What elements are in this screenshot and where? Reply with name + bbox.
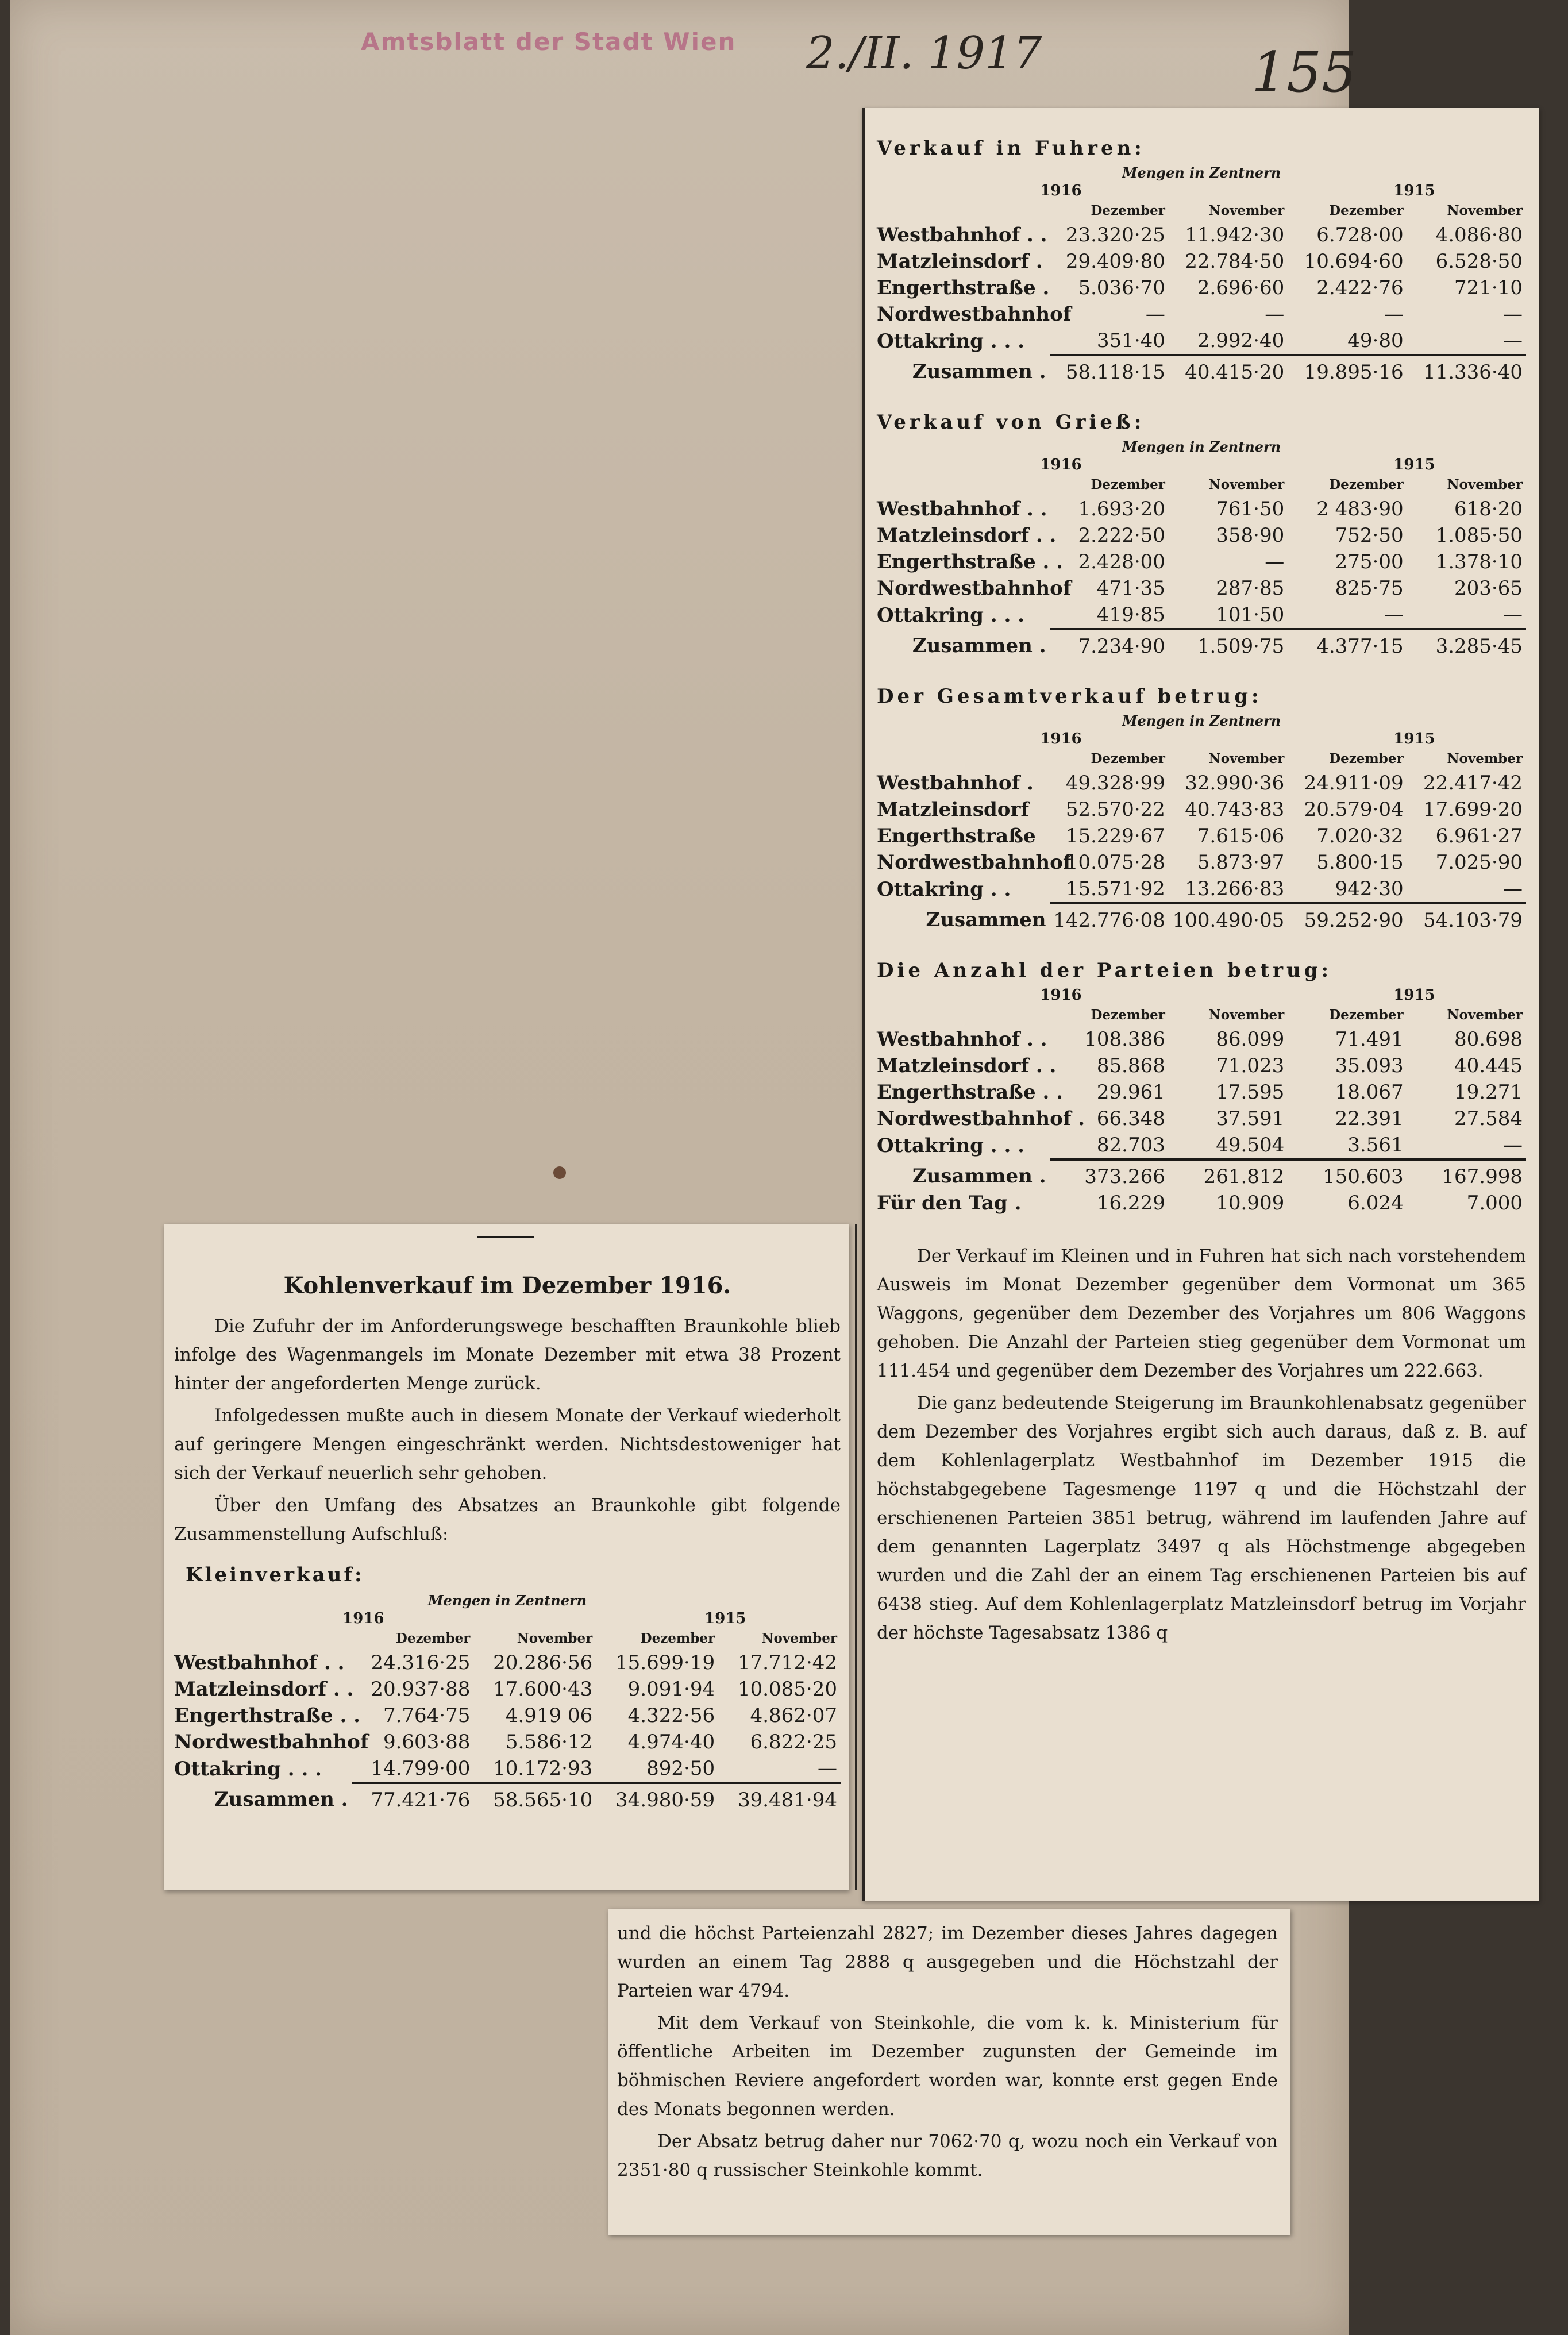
- column-header: November: [1208, 477, 1285, 492]
- column-header: November: [1447, 477, 1523, 492]
- cell-value: —: [1503, 329, 1523, 352]
- cell-value: 35.093: [1335, 1054, 1404, 1077]
- fuhren-section: [877, 137, 1526, 386]
- cell-value: 49.328·99: [1065, 772, 1165, 795]
- cell-value: 15.571·92: [1065, 877, 1165, 900]
- fuhren-title: Verkauf in Fuhren:: [877, 137, 1145, 160]
- cell-value: 10.085·20: [737, 1678, 837, 1701]
- kleinverkauf-title: Kleinverkauf:: [186, 1563, 364, 1586]
- cell-value: 9.091·94: [627, 1678, 715, 1701]
- table-row: [877, 1053, 1526, 1079]
- column-header: November: [1447, 203, 1523, 218]
- cell-value: 4.974·40: [627, 1731, 715, 1754]
- cell-value: 49·80: [1347, 329, 1404, 352]
- cell-value: 1.509·75: [1169, 629, 1288, 660]
- column-header: Dezember: [1091, 477, 1165, 492]
- article-title: Kohlenverkauf im Dezember 1916.: [283, 1272, 731, 1299]
- cell-value: 59.252·90: [1288, 903, 1407, 934]
- column-header: Dezember: [1329, 1007, 1404, 1023]
- cell-value: 373.266: [1050, 1159, 1169, 1190]
- units-label: Mengen in Zentnern: [1122, 438, 1281, 455]
- cell-value: 351·40: [1096, 329, 1165, 352]
- table-row: [877, 549, 1526, 575]
- column-header: Dezember: [1091, 751, 1165, 766]
- cell-value: 77.421·76: [352, 1783, 474, 1813]
- right-paragraph-1: Der Verkauf im Kleinen und in Fuhren hat sich nach vorstehendem Ausweis im Monat Dezember gegenüber dem Vormonat um 365 Waggons, gegenüber dem Dezember des Vorjahres um 806 Waggons gehoben. Die Anzahl der Parteien stieg gegenüber dem Vormonat um 111.454 und gegenüber dem Dezember des Vorjahres um 222.663.: [877, 1246, 1526, 1381]
- cell-value: —: [1145, 303, 1165, 326]
- header-spacer: [877, 1005, 1050, 1026]
- table-row: [877, 876, 1526, 903]
- cell-value: 54.103·79: [1407, 903, 1526, 934]
- gesamt-title: Der Gesamtverkauf betrug:: [877, 685, 1262, 708]
- cell-value: 40.743·83: [1185, 798, 1285, 821]
- cell-value: 5.800·15: [1316, 851, 1404, 874]
- table-row: [174, 1650, 841, 1676]
- year-1915: 1915: [1393, 456, 1435, 473]
- row-label: Engerthstraße . .: [877, 1081, 1063, 1104]
- parteien-title: Die Anzahl der Parteien betrug:: [877, 959, 1332, 982]
- cell-value: 1.085·50: [1435, 524, 1523, 547]
- stain-mark: [553, 1166, 566, 1179]
- cell-value: 22.784·50: [1185, 250, 1285, 273]
- column-header: November: [1208, 203, 1285, 218]
- cell-value: 6.961·27: [1435, 824, 1523, 847]
- cell-value: 24.316·25: [371, 1651, 471, 1674]
- right-clipping: [862, 108, 1539, 1901]
- cell-value: 22.391: [1335, 1107, 1404, 1130]
- cell-value: 11.942·30: [1185, 224, 1285, 246]
- cell-value: 40.415·20: [1169, 355, 1288, 386]
- cell-value: 142.776·08: [1050, 903, 1169, 934]
- parteien-table: [877, 1005, 1526, 1216]
- cell-value: 71.023: [1216, 1054, 1285, 1077]
- cell-value: 101·50: [1216, 603, 1285, 626]
- cell-value: 86.099: [1216, 1028, 1285, 1051]
- cell-value: 10.075·28: [1065, 851, 1165, 874]
- column-header: Dezember: [1091, 203, 1165, 218]
- cell-value: —: [1265, 550, 1285, 573]
- header-spacer: [174, 1628, 352, 1650]
- row-label: Matzleinsdorf . .: [877, 524, 1057, 547]
- cell-value: 17.712·42: [737, 1651, 837, 1674]
- cell-value: 14.799·00: [371, 1757, 471, 1780]
- parteien-section: [877, 959, 1526, 1216]
- cell-value: 20.286·56: [493, 1651, 593, 1674]
- table-row: [174, 1729, 841, 1755]
- cell-value: 2.428·00: [1078, 550, 1165, 573]
- cell-value: 7.025·90: [1435, 851, 1523, 874]
- cell-value: 40.445: [1454, 1054, 1523, 1077]
- table-row: [877, 770, 1526, 796]
- column-header: Dezember: [1329, 203, 1404, 218]
- total-row: [877, 355, 1526, 386]
- cell-value: 49.504: [1216, 1134, 1285, 1157]
- column-header: Dezember: [395, 1631, 471, 1646]
- cell-value: 618·20: [1454, 498, 1523, 521]
- bottom-paragraph-3: Der Absatz betrug daher nur 7062·70 q, wozu noch ein Verkauf von 2351·80 q russischer Steinkohle kommt.: [617, 2131, 1278, 2180]
- row-label: Westbahnhof . .: [877, 498, 1047, 521]
- cell-value: 752·50: [1335, 524, 1404, 547]
- row-label: Ottakring . . .: [877, 604, 1024, 627]
- cell-value: 29.961: [1096, 1081, 1165, 1104]
- units-label: Mengen in Zentnern: [427, 1592, 587, 1609]
- cell-value: —: [1265, 303, 1285, 326]
- cell-value: 19.895·16: [1288, 355, 1407, 386]
- row-label: Nordwestbahnhof: [877, 577, 1072, 600]
- year-1916: 1916: [1040, 730, 1082, 747]
- row-label: Nordwestbahnhof: [877, 303, 1072, 326]
- column-header: Dezember: [640, 1631, 715, 1646]
- cell-value: 2.422·76: [1316, 276, 1404, 299]
- cell-value: 2 483·90: [1316, 498, 1404, 521]
- cell-value: 34.980·59: [596, 1783, 718, 1813]
- cell-value: 10.694·60: [1304, 250, 1404, 273]
- table-row: [877, 823, 1526, 849]
- column-divider: [855, 1224, 857, 1890]
- cell-value: 13.266·83: [1185, 877, 1285, 900]
- cell-value: 203·65: [1454, 577, 1523, 600]
- cell-value: 29.409·80: [1065, 250, 1165, 273]
- cell-value: 4.862·07: [750, 1704, 837, 1727]
- left-paragraph-2: Infolgedessen mußte auch in diesem Monate der Verkauf wiederholt auf geringere Mengen eingeschränkt werden. Nichtsdestoweniger hat sich der Verkauf neuerlich sehr gehoben.: [174, 1405, 841, 1484]
- row-label: Westbahnhof . .: [174, 1651, 345, 1674]
- cell-value: 17.595: [1216, 1081, 1285, 1104]
- column-header: November: [1208, 751, 1285, 766]
- griess-section: [877, 411, 1526, 660]
- cell-value: 22.417·42: [1423, 772, 1523, 795]
- table-row: [877, 1079, 1526, 1105]
- cell-value: 150.603: [1288, 1159, 1407, 1190]
- year-row: [877, 456, 1526, 473]
- column-header: Dezember: [1091, 1007, 1165, 1023]
- row-label: Matzleinsdorf . .: [877, 1054, 1057, 1077]
- cell-value: 5.036·70: [1078, 276, 1165, 299]
- cell-value: 721·10: [1454, 276, 1523, 299]
- cell-value: 4.322·56: [627, 1704, 715, 1727]
- cell-value: 7.764·75: [383, 1704, 471, 1727]
- cell-value: 825·75: [1335, 577, 1404, 600]
- table-row: [877, 496, 1526, 522]
- cell-value: 80.698: [1454, 1028, 1523, 1051]
- cell-value: 275·00: [1335, 550, 1404, 573]
- table-header-row: [877, 1005, 1526, 1026]
- cell-value: 6.728·00: [1316, 224, 1404, 246]
- row-label: Ottakring . . .: [877, 330, 1024, 353]
- cell-value: 18.067: [1335, 1081, 1404, 1104]
- cell-value: 5.586·12: [505, 1731, 593, 1754]
- cell-value: 17.699·20: [1423, 798, 1523, 821]
- cell-value: 85.868: [1096, 1054, 1165, 1077]
- cell-value: 2.222·50: [1078, 524, 1165, 547]
- cell-value: 71.491: [1335, 1028, 1404, 1051]
- table-header-row: [877, 201, 1526, 222]
- cell-value: 4.086·80: [1435, 224, 1523, 246]
- row-label: Westbahnhof . .: [877, 224, 1047, 246]
- row-label: Nordwestbahnhof: [877, 851, 1072, 874]
- cell-value: 39.481·94: [718, 1783, 841, 1813]
- table-row: [877, 849, 1526, 876]
- handwritten-page-number: 155: [1251, 40, 1357, 105]
- right-paragraph-2: Die ganz bedeutende Steigerung im Braunkohlenabsatz gegenüber dem Dezember des Vorjahres ergibt sich auch daraus, daß z. B. auf dem Kohlenlagerplatz Westbahnhof im Dezember 1915 die höchstabgegebene Tagesmenge 1197 q und die Höchstzahl der erschienenen Parteien 3851 betrug, während im laufenden Jahre auf dem genannten Lagerplatz 3497 q als Höchstmenge abgegeben wurden und die Zahl der an einem Tag erschienenen Parteien bis auf 6438 stieg. Auf dem Kohlenlagerplatz Matzleinsdorf betrug im Vorjahr der höchste Tagesabsatz 1386 q: [877, 1393, 1526, 1643]
- title-rule: [477, 1236, 534, 1238]
- table-row: [877, 301, 1526, 327]
- cell-value: 16.229: [1096, 1192, 1165, 1215]
- cell-value: 7.615·06: [1197, 824, 1285, 847]
- table-row: [877, 796, 1526, 823]
- cell-value: 942·30: [1335, 877, 1404, 900]
- gesamt-table: [877, 749, 1526, 934]
- header-spacer: [877, 201, 1050, 222]
- row-label: Matzleinsdorf . .: [174, 1678, 354, 1701]
- table-row: [877, 1132, 1526, 1159]
- table-row: [877, 1026, 1526, 1053]
- year-row: [877, 987, 1526, 1004]
- year-1916: 1916: [1040, 456, 1082, 473]
- bottom-paragraph-1: und die höchst Parteienzahl 2827; im Dezember dieses Jahres dagegen wurden an einem Tag 2888 q ausgegeben und die Höchstzahl der Parteien war 4794.: [617, 1923, 1278, 2001]
- row-label: Engerthstraße . .: [877, 550, 1063, 573]
- row-label: Zusammen .: [912, 360, 1046, 383]
- units-label: Mengen in Zentnern: [1122, 712, 1281, 729]
- column-header: Dezember: [1329, 751, 1404, 766]
- bottom-clipping: [608, 1909, 1290, 2235]
- cell-value: 2.696·60: [1197, 276, 1285, 299]
- griess-table: [877, 475, 1526, 660]
- left-paragraph-1: Die Zufuhr der im Anforderungswege beschafften Braunkohle blieb infolge des Wagenmangels im Monate Dezember mit etwa 38 Prozent hinter der angeforderten Menge zurück.: [174, 1316, 841, 1394]
- row-label: Ottakring . .: [877, 878, 1011, 901]
- cell-value: 19.271: [1454, 1081, 1523, 1104]
- year-1915: 1915: [1393, 182, 1435, 199]
- total-row: [877, 629, 1526, 660]
- units-label: Mengen in Zentnern: [1122, 164, 1281, 181]
- row-label: Engerthstraße . .: [174, 1704, 360, 1727]
- cell-value: 261.812: [1169, 1159, 1288, 1190]
- cell-value: 7.234·90: [1050, 629, 1169, 660]
- cell-value: 58.118·15: [1050, 355, 1169, 386]
- cell-value: 4.377·15: [1288, 629, 1407, 660]
- year-1915: 1915: [1393, 987, 1435, 1004]
- row-label: Engerthstraße .: [877, 276, 1050, 299]
- fuhren-table: [877, 201, 1526, 386]
- table-row: [174, 1676, 841, 1702]
- column-header: November: [761, 1631, 837, 1646]
- cell-value: 892·50: [646, 1757, 715, 1780]
- griess-title: Verkauf von Grieß:: [877, 411, 1145, 434]
- table-row: [877, 327, 1526, 355]
- row-label: Westbahnhof .: [877, 772, 1034, 795]
- cell-value: 358·90: [1216, 524, 1285, 547]
- cell-value: 24.911·09: [1304, 772, 1404, 795]
- row-label: Zusammen .: [912, 634, 1046, 657]
- year-row: [174, 1610, 841, 1627]
- cell-value: 3.561: [1347, 1134, 1404, 1157]
- row-label: Matzleinsdorf .: [877, 250, 1043, 273]
- table-row: [877, 1105, 1526, 1132]
- cell-value: 23.320·25: [1065, 224, 1165, 246]
- cell-value: 10.909: [1216, 1192, 1285, 1215]
- cell-value: —: [1503, 877, 1523, 900]
- cell-value: 58.565·10: [473, 1783, 596, 1813]
- cell-value: 17.600·43: [493, 1678, 593, 1701]
- year-1915: 1915: [1393, 730, 1435, 747]
- header-spacer: [877, 475, 1050, 496]
- cell-value: 6.528·50: [1435, 250, 1523, 273]
- cell-value: —: [1384, 603, 1404, 626]
- left-paragraph-3: Über den Umfang des Absatzes an Braunkohle gibt folgende Zusammenstellung Aufschluß:: [174, 1495, 841, 1544]
- table-header-row: [877, 749, 1526, 770]
- table-row: [877, 522, 1526, 549]
- table-row: [174, 1755, 841, 1783]
- cell-value: 761·50: [1216, 498, 1285, 521]
- row-label: Westbahnhof . .: [877, 1028, 1047, 1051]
- column-header: November: [1447, 1007, 1523, 1023]
- cell-value: 82.703: [1096, 1134, 1165, 1157]
- year-row: [877, 182, 1526, 199]
- row-label: Zusammen .: [214, 1788, 348, 1811]
- cell-value: 1.378·10: [1435, 550, 1523, 573]
- header-spacer: [877, 749, 1050, 770]
- row-label: Matzleinsdorf: [877, 798, 1029, 821]
- table-row: [877, 602, 1526, 629]
- table-header-row: [174, 1628, 841, 1650]
- year-1916: 1916: [342, 1610, 384, 1627]
- total-row: [877, 903, 1526, 934]
- cell-value: 2.992·40: [1197, 329, 1285, 352]
- perday-row: [877, 1190, 1526, 1216]
- kleinverkauf-table: [174, 1628, 841, 1813]
- cell-value: 20.579·04: [1304, 798, 1404, 821]
- table-row: [877, 222, 1526, 248]
- row-label: Nordwestbahnhof .: [877, 1107, 1085, 1130]
- cell-value: —: [1503, 603, 1523, 626]
- cell-value: 15.229·67: [1065, 824, 1165, 847]
- row-label: Nordwestbahnhof: [174, 1731, 369, 1754]
- cell-value: 5.873·97: [1197, 851, 1285, 874]
- row-label: Ottakring . . .: [174, 1758, 322, 1781]
- cell-value: 66.348: [1096, 1107, 1165, 1130]
- cell-value: 1.693·20: [1078, 498, 1165, 521]
- archive-stamp: Amtsblatt der Stadt Wien: [361, 28, 737, 56]
- cell-value: 27.584: [1454, 1107, 1523, 1130]
- column-header: November: [517, 1631, 593, 1646]
- table-row: [877, 248, 1526, 275]
- cell-value: 9.603·88: [383, 1731, 471, 1754]
- cell-value: 7.000: [1466, 1192, 1523, 1215]
- cell-value: 10.172·93: [493, 1757, 593, 1780]
- cell-value: 20.937·88: [371, 1678, 471, 1701]
- cell-value: —: [1503, 1134, 1523, 1157]
- cell-value: 6.822·25: [750, 1731, 837, 1754]
- handwritten-date: 2./II. 1917: [806, 28, 1042, 79]
- row-label: Engerthstraße: [877, 824, 1036, 847]
- cell-value: 15.699·19: [615, 1651, 715, 1674]
- cell-value: 6.024: [1347, 1192, 1404, 1215]
- cell-value: 167.998: [1407, 1159, 1526, 1190]
- column-header: Dezember: [1329, 477, 1404, 492]
- cell-value: 100.490·05: [1169, 903, 1288, 934]
- total-row: [174, 1783, 841, 1813]
- cell-value: 52.570·22: [1065, 798, 1165, 821]
- total-row: [877, 1159, 1526, 1190]
- year-row: [877, 730, 1526, 747]
- table-row: [877, 275, 1526, 301]
- cell-value: 32.990·36: [1185, 772, 1285, 795]
- table-header-row: [877, 475, 1526, 496]
- year-1915: 1915: [704, 1610, 746, 1627]
- cell-value: —: [1384, 303, 1404, 326]
- column-header: November: [1447, 751, 1523, 766]
- row-label: Zusammen: [926, 908, 1046, 931]
- cell-value: —: [818, 1757, 837, 1780]
- cell-value: 7.020·32: [1316, 824, 1404, 847]
- table-row: [174, 1702, 841, 1729]
- row-label: Für den Tag .: [877, 1192, 1022, 1215]
- cell-value: 471·35: [1096, 577, 1165, 600]
- cell-value: 108.386: [1084, 1028, 1165, 1051]
- cell-value: 287·85: [1216, 577, 1285, 600]
- table-row: [877, 575, 1526, 602]
- row-label: Zusammen .: [912, 1165, 1046, 1188]
- cell-value: 419·85: [1096, 603, 1165, 626]
- year-1916: 1916: [1040, 182, 1082, 199]
- cell-value: 11.336·40: [1407, 355, 1526, 386]
- cell-value: 4.919 06: [505, 1704, 593, 1727]
- cell-value: —: [1503, 303, 1523, 326]
- left-clipping: [164, 1224, 849, 1890]
- bottom-paragraph-2: Mit dem Verkauf von Steinkohle, die vom k. k. Ministerium für öffentliche Arbeiten im Dezember zugunsten der Gemeinde im böhmischen Reviere angefordert worden war, konnte erst gegen Ende des Monats begonnen werden.: [617, 2013, 1278, 2120]
- gesamt-section: [877, 685, 1526, 934]
- row-label: Ottakring . . .: [877, 1134, 1024, 1157]
- cell-value: 3.285·45: [1407, 629, 1526, 660]
- cell-value: 37.591: [1216, 1107, 1285, 1130]
- column-header: November: [1208, 1007, 1285, 1023]
- year-1916: 1916: [1040, 987, 1082, 1004]
